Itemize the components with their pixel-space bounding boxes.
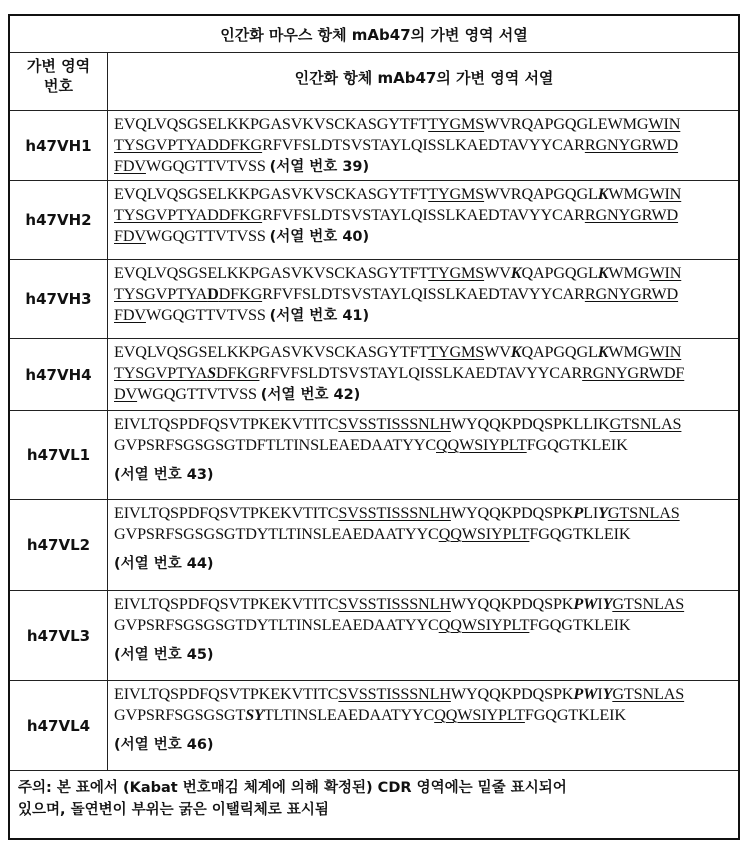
footnote-line2: 있으며, 돌연변이 부위는 굵은 이탤릭체로 표시됨 (18, 802, 329, 818)
sequence-line (114, 524, 734, 545)
cdr-segment: GTSNLAS (607, 504, 680, 522)
cdr-segment: QQWSIYPLT (438, 525, 530, 543)
framework-segment: WGQGTTVTVSS (137, 385, 261, 403)
cdr-segment: TYSGVPTYADDFKG (114, 136, 263, 154)
sequence-line (114, 684, 734, 705)
table-row (10, 110, 738, 180)
framework-segment: EVQLVQSGSELKKPGASVKVSCKASGYTFT (114, 343, 429, 361)
framework-segment: TLTINSLEAEDAATYYC (263, 706, 435, 724)
mutation-segment: K (510, 264, 522, 282)
region-id: h47VL4 (10, 681, 108, 770)
sequence-line (114, 226, 734, 248)
header-region-number-line2: 번호 (44, 77, 73, 95)
cdr-segment: FDV (114, 227, 146, 245)
cdr-segment: TYSGVPTYA (114, 285, 208, 303)
cdr-segment: RGNYGRWD (584, 136, 679, 154)
cdr-segment: DV (114, 385, 138, 403)
framework-segment: FGQGTKLEIK (529, 616, 631, 634)
sequence-cell (108, 260, 738, 338)
cdr-segment: FDV (114, 157, 146, 175)
framework-segment: WV (484, 343, 511, 361)
table-row (10, 499, 738, 590)
framework-segment: EVQLVQSGSELKKPGASVKVSCKASGYTFT (114, 115, 429, 133)
cdr-segment: QQWSIYPLT (434, 706, 525, 724)
region-id: h47VH1 (10, 111, 108, 180)
mutation-segment: PW (573, 685, 598, 703)
footnote (10, 770, 738, 838)
sequence-line (114, 384, 734, 406)
cdr-segment: SVSSTISSSNLH (338, 415, 451, 433)
header-region-number-line1: 가변 영역 (26, 57, 91, 75)
sequence-cell (108, 339, 738, 410)
cdr-segment: TYGMS (428, 264, 485, 282)
framework-segment: RFVFSLDTSVSTAYLQISSLKAEDTAVYYCAR (262, 136, 585, 154)
mutation-segment: K (597, 185, 609, 203)
framework-segment: WGQGTTVTVSS (145, 227, 270, 245)
framework-segment: WV (484, 264, 511, 282)
cdr-segment: RGNYGRWDF (582, 364, 685, 382)
framework-segment: QAPGQGL (521, 264, 598, 282)
cdr-segment: TYGMS (428, 185, 485, 203)
sequence-line (114, 705, 734, 726)
sequence-id-label: (서열 번호 45) (114, 647, 214, 663)
table-row (10, 590, 738, 680)
framework-segment: EIVLTQSPDFQSVTPKEKVTITC (114, 685, 339, 703)
header-sequence: 인간화 항체 mAb47의 가변 영역 서열 (294, 69, 554, 87)
sequence-id-label: (서열 번호 43) (114, 467, 214, 483)
cdr-segment: QQWSIYPLT (438, 616, 530, 634)
framework-segment: WMG (608, 264, 650, 282)
framework-segment: EIVLTQSPDFQSVTPKEKVTITC (114, 415, 339, 433)
sequence-cell (108, 591, 738, 680)
framework-segment: RFVFSLDTSVSTAYLQISSLKAEDTAVYYCAR (262, 285, 585, 303)
table-row (10, 680, 738, 770)
sequence-line (114, 594, 734, 615)
sequence-cell (108, 500, 738, 590)
framework-segment: EIVLTQSPDFQSVTPKEKVTITC (114, 595, 339, 613)
mutation-segment: K (597, 343, 609, 361)
mutation-segment: Y (602, 595, 613, 613)
framework-segment: EIVLTQSPDFQSVTPKEKVTITC (114, 504, 339, 522)
sequence-line (114, 305, 734, 327)
sequence-line (114, 284, 734, 305)
framework-segment: FGQGTKLEIK (526, 436, 628, 454)
table-row (10, 259, 738, 338)
framework-segment: WMG (608, 185, 650, 203)
framework-segment: WMG (608, 343, 650, 361)
cdr-segment: RGNYGRWD (584, 206, 679, 224)
sequence-cell (108, 681, 738, 770)
sequence-line (114, 263, 734, 284)
framework-segment: FGQGTKLEIK (524, 706, 626, 724)
sequence-line (114, 184, 734, 205)
framework-segment: EVQLVQSGSELKKPGASVKVSCKASGYTFT (114, 185, 429, 203)
framework-segment: RFVFSLDTSVSTAYLQISSLKAEDTAVYYCAR (259, 364, 583, 382)
framework-segment: GVPSRFSGSGSGTDYTLTINSLEAEDAATYYC (114, 616, 439, 634)
sequence-cell (108, 411, 738, 499)
framework-segment: GVPSRFSGSGSGTDFTLTINSLEAEDAATYYC (114, 436, 436, 454)
mutation-segment: Y (598, 504, 608, 522)
cdr-segment: TYSGVPTYADDFKG (114, 206, 263, 224)
header-row (10, 52, 738, 110)
sequence-table (8, 14, 740, 840)
sequence-id-label: (서열 번호 41) (269, 308, 370, 324)
cdr-segment: WIN (649, 185, 682, 203)
sequence-line (114, 156, 734, 178)
framework-segment: LI (583, 504, 599, 522)
framework-segment: GVPSRFSGSGSGTDYTLTINSLEAEDAATYYC (114, 525, 439, 543)
framework-segment: WYQQKPDQSPK (450, 685, 574, 703)
mutation-segment: P (573, 504, 584, 522)
sequence-line (114, 435, 734, 456)
cdr-segment: FDV (114, 306, 146, 324)
framework-segment: WGQGTTVTVSS (145, 306, 270, 324)
framework-segment: WVRQAPGQGLEWMG (484, 115, 649, 133)
table-row (10, 410, 738, 499)
framework-segment: I (597, 595, 603, 613)
framework-segment: GVPSRFSGSGSGT (114, 706, 246, 724)
sequence-cell (108, 111, 738, 180)
sequence-line (114, 342, 734, 363)
footnote-line1: 주의: 본 표에서 (Kabat 번호매김 체계에 의해 확정된) CDR 영역에는 밑줄 표시되어 (18, 780, 567, 796)
framework-segment: EVQLVQSGSELKKPGASVKVSCKASGYTFT (114, 264, 429, 282)
cdr-segment: TYGMS (428, 343, 485, 361)
cdr-segment: QQWSIYPLT (436, 436, 527, 454)
framework-segment: FGQGTKLEIK (529, 525, 631, 543)
region-id: h47VH3 (10, 260, 108, 338)
framework-segment: WGQGTTVTVSS (145, 157, 270, 175)
mutation-segment: PW (573, 595, 598, 613)
framework-segment: RFVFSLDTSVSTAYLQISSLKAEDTAVYYCAR (262, 206, 585, 224)
cdr-segment: RGNYGRWD (584, 285, 679, 303)
sequence-id-label: (서열 번호 42) (260, 387, 361, 403)
header-region-number (10, 53, 108, 110)
cdr-segment: GTSNLAS (612, 595, 685, 613)
sequence-line (114, 205, 734, 226)
table-row (10, 338, 738, 410)
framework-segment: WYQQKPDQSPK (450, 595, 574, 613)
cdr-segment: TYSGVPTYA (114, 364, 208, 382)
cdr-segment: DFKG (218, 285, 263, 303)
cdr-segment: SVSSTISSSNLH (338, 685, 451, 703)
cdr-segment: GTSNLAS (612, 685, 685, 703)
cdr-segment: WIN (649, 343, 682, 361)
cdr-segment: GTSNLAS (609, 415, 682, 433)
sequence-cell (108, 181, 738, 259)
region-id: h47VL3 (10, 591, 108, 680)
cdr-segment: SVSSTISSSNLH (338, 595, 451, 613)
sequence-id-label: (서열 번호 46) (114, 737, 214, 753)
sequence-id-label: (서열 번호 39) (269, 159, 370, 175)
table-row (10, 180, 738, 259)
cdr-segment: WIN (648, 115, 681, 133)
sequence-id-label: (서열 번호 40) (269, 229, 370, 245)
region-id: h47VH2 (10, 181, 108, 259)
mutation-segment: Y (602, 685, 613, 703)
region-id: h47VH4 (10, 339, 108, 410)
mutation-segment: K (597, 264, 609, 282)
sequence-line (114, 414, 734, 435)
cdr-segment: WIN (649, 264, 682, 282)
cdr-segment: TYGMS (428, 115, 485, 133)
mutation-segment: SY (245, 706, 264, 724)
framework-segment: WYQQKPDQSPK (450, 504, 574, 522)
framework-segment: WYQQKPDQSPKLLIK (450, 415, 610, 433)
region-id: h47VL2 (10, 500, 108, 590)
cdr-segment: S (207, 364, 216, 382)
cdr-segment: SVSSTISSSNLH (338, 504, 451, 522)
framework-segment: QAPGQGL (521, 343, 598, 361)
mutation-segment: K (510, 343, 522, 361)
cdr-segment: DFKG (215, 364, 260, 382)
region-id: h47VL1 (10, 411, 108, 499)
sequence-line (114, 114, 734, 135)
sequence-line (114, 615, 734, 636)
sequence-id-label: (서열 번호 44) (114, 556, 214, 572)
table-title: 인간화 마우스 항체 mAb47의 가변 영역 서열 (220, 25, 528, 44)
cdr-segment: D (207, 285, 219, 303)
sequence-line (114, 363, 734, 384)
sequence-line (114, 135, 734, 156)
framework-segment: I (597, 685, 603, 703)
framework-segment: WVRQAPGQGL (484, 185, 598, 203)
sequence-line (114, 503, 734, 524)
